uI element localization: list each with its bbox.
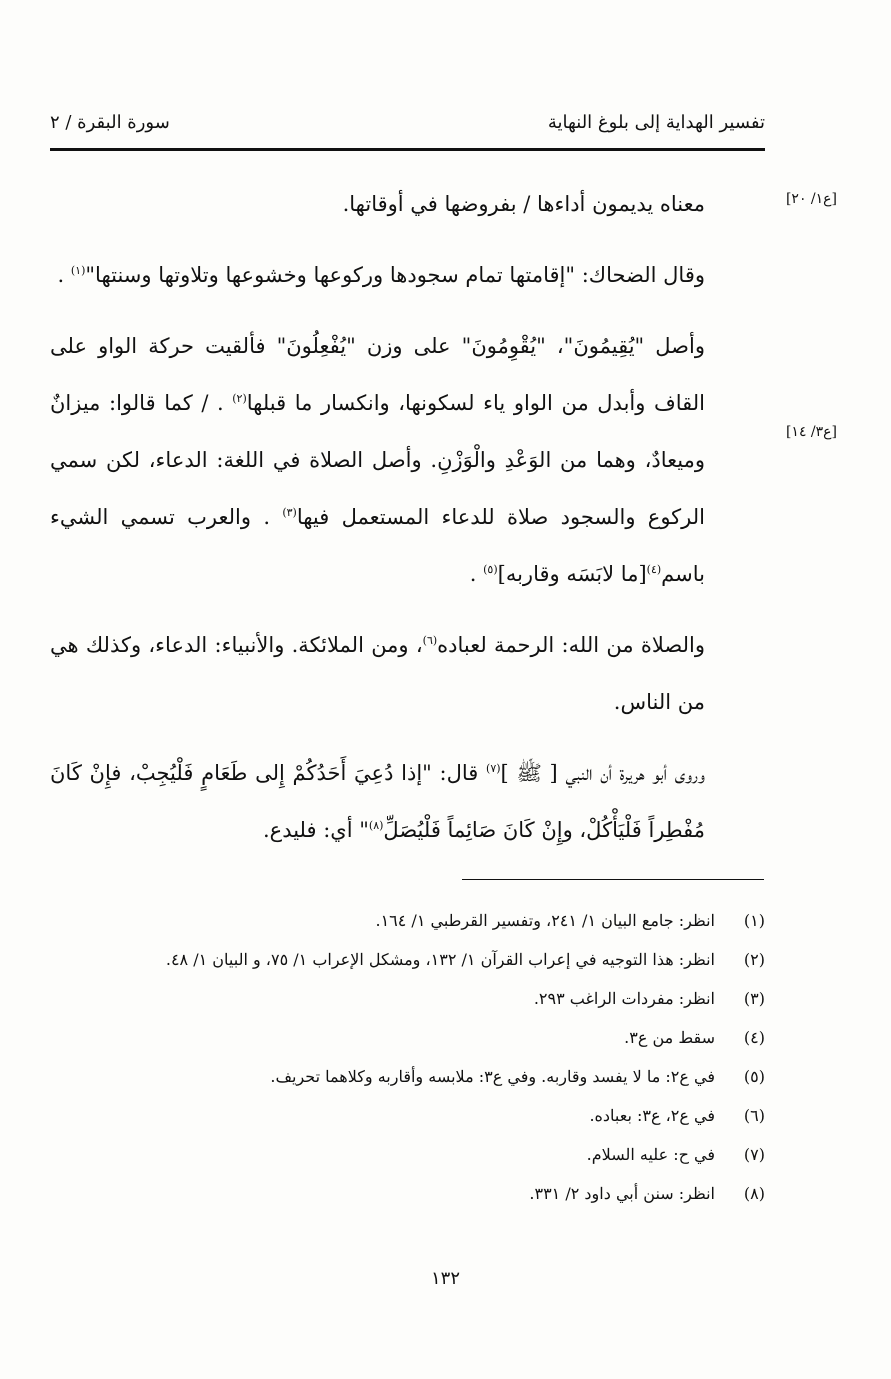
footnote-ref[interactable]: (٦) bbox=[422, 634, 438, 647]
page-number: ١٣٢ bbox=[430, 1268, 460, 1289]
paragraph-5: وروى أبو هريرة أن النبي [ ﷺ ]$^{(٧)}$ قال: "إذا دُعِيَ أَحَدُكُمْ إِلى طَعَامٍ فَلْيُجِبْ، فإِنْ كَانَ مُفْطِراً فَلْيَأْكُلْ، وإِنْ كَانَ صَائِماً فَلْيُصَلِّ$^{(٨)}$" أي: فليدع. bbox=[50, 761, 705, 842]
footnote-text: سقط من ع٣. bbox=[624, 1028, 715, 1047]
footnote-number: (٦) bbox=[743, 1106, 765, 1125]
footnote-ref[interactable]: (١) bbox=[70, 264, 86, 277]
footnote-text: انظر: جامع البيان ١/ ٢٤١، وتفسير القرطبي ١/ ١٦٤. bbox=[375, 911, 715, 930]
header-divider bbox=[50, 148, 765, 151]
footnote-ref[interactable]: (٤) bbox=[646, 563, 662, 576]
footnote-item bbox=[50, 979, 765, 1018]
footnote-item bbox=[50, 1018, 765, 1057]
footnote-text: انظر: سنن أبي داود ٢/ ٣٣١. bbox=[529, 1184, 715, 1203]
footnote-number: (٨) bbox=[743, 1184, 765, 1203]
footnote-ref[interactable]: (٥) bbox=[483, 563, 498, 576]
paragraph-1: معناه يديمون أداءها / بفروضها في أوقاتها. bbox=[342, 192, 705, 216]
book-title: تفسير الهداية إلى بلوغ النهاية bbox=[547, 112, 765, 133]
margin-note-2: [ع٣/ ١٤] bbox=[785, 424, 837, 440]
footnote-number: (٢) bbox=[743, 950, 765, 969]
footnote-ref[interactable]: (٨) bbox=[368, 819, 384, 832]
footnote-number: (٣) bbox=[743, 989, 765, 1008]
footnote-text: في ع٢: ما لا يفسد وقاربه. وفي ع٣: ملابسه وأقاربه وكلاهما تحريف. bbox=[270, 1067, 715, 1086]
footnote-text: في ح: عليه السلام. bbox=[586, 1145, 715, 1164]
footnote-item bbox=[50, 1174, 765, 1213]
footnote-text: انظر: هذا التوجيه في إعراب القرآن ١/ ١٣٢، ومشكل الإعراب ١/ ٧٥، و البيان ١/ ٤٨. bbox=[165, 950, 715, 969]
footnote-ref[interactable]: (٢) bbox=[232, 392, 247, 405]
page-header bbox=[50, 112, 765, 142]
paragraph-3: وأصل "يُقِيمُونَ"، "يُقْوِمُونَ" على وزن "يُفْعِلُونَ" فألقيت حركة الواو على القاف وأبدل من الواو ياء لسكونها، وانكسار ما قبلها$^{(٢)}$ . / كما قالوا: ميزانٌ وميعادٌ، وهما من الوَعْدِ والْوَزْنِ. وأصل الصلاة في اللغة: الدعاء، لكن سمي الركوع والسجود صلاة للدعاء المستعمل فيها$^{(٣)}$ . والعرب تسمي الشيء باسم$^{(٤)}$[ما لابَسَه وقاربه]$^{(٥)}$ . bbox=[50, 334, 706, 586]
main-text bbox=[50, 176, 705, 873]
footnote-ref[interactable]: (٧) bbox=[486, 762, 501, 775]
footnote-number: (٤) bbox=[743, 1028, 765, 1047]
footnote-text: في ع٢، ع٣: بعباده. bbox=[589, 1106, 715, 1125]
footnote-item bbox=[50, 1096, 765, 1135]
footnote-number: (٥) bbox=[743, 1067, 765, 1086]
surah-label: سورة البقرة / ٢ bbox=[50, 112, 170, 133]
paragraph-2: وقال الضحاك: "إقامتها تمام سجودها وركوعها وخشوعها وتلاوتها وسنتها"$^{(١)}$ . bbox=[57, 263, 705, 287]
footnote-number: (١) bbox=[743, 911, 765, 930]
footnote-number: (٧) bbox=[743, 1145, 765, 1164]
footnotes bbox=[50, 901, 765, 1213]
paragraph-4: والصلاة من الله: الرحمة لعباده$^{(٦)}$، ومن الملائكة. والأنبياء: الدعاء، وكذلك هي من الناس. bbox=[50, 633, 705, 714]
margin-note-1: [ع١/ ٢٠] bbox=[785, 191, 837, 207]
footnote-item bbox=[50, 1057, 765, 1096]
footnote-text: انظر: مفردات الراغب ٢٩٣. bbox=[533, 989, 715, 1008]
footnote-item bbox=[50, 940, 765, 979]
footnote-ref[interactable]: (٣) bbox=[282, 506, 297, 519]
footnote-item bbox=[50, 901, 765, 940]
footnote-item bbox=[50, 1135, 765, 1174]
footnote-divider bbox=[462, 879, 764, 880]
